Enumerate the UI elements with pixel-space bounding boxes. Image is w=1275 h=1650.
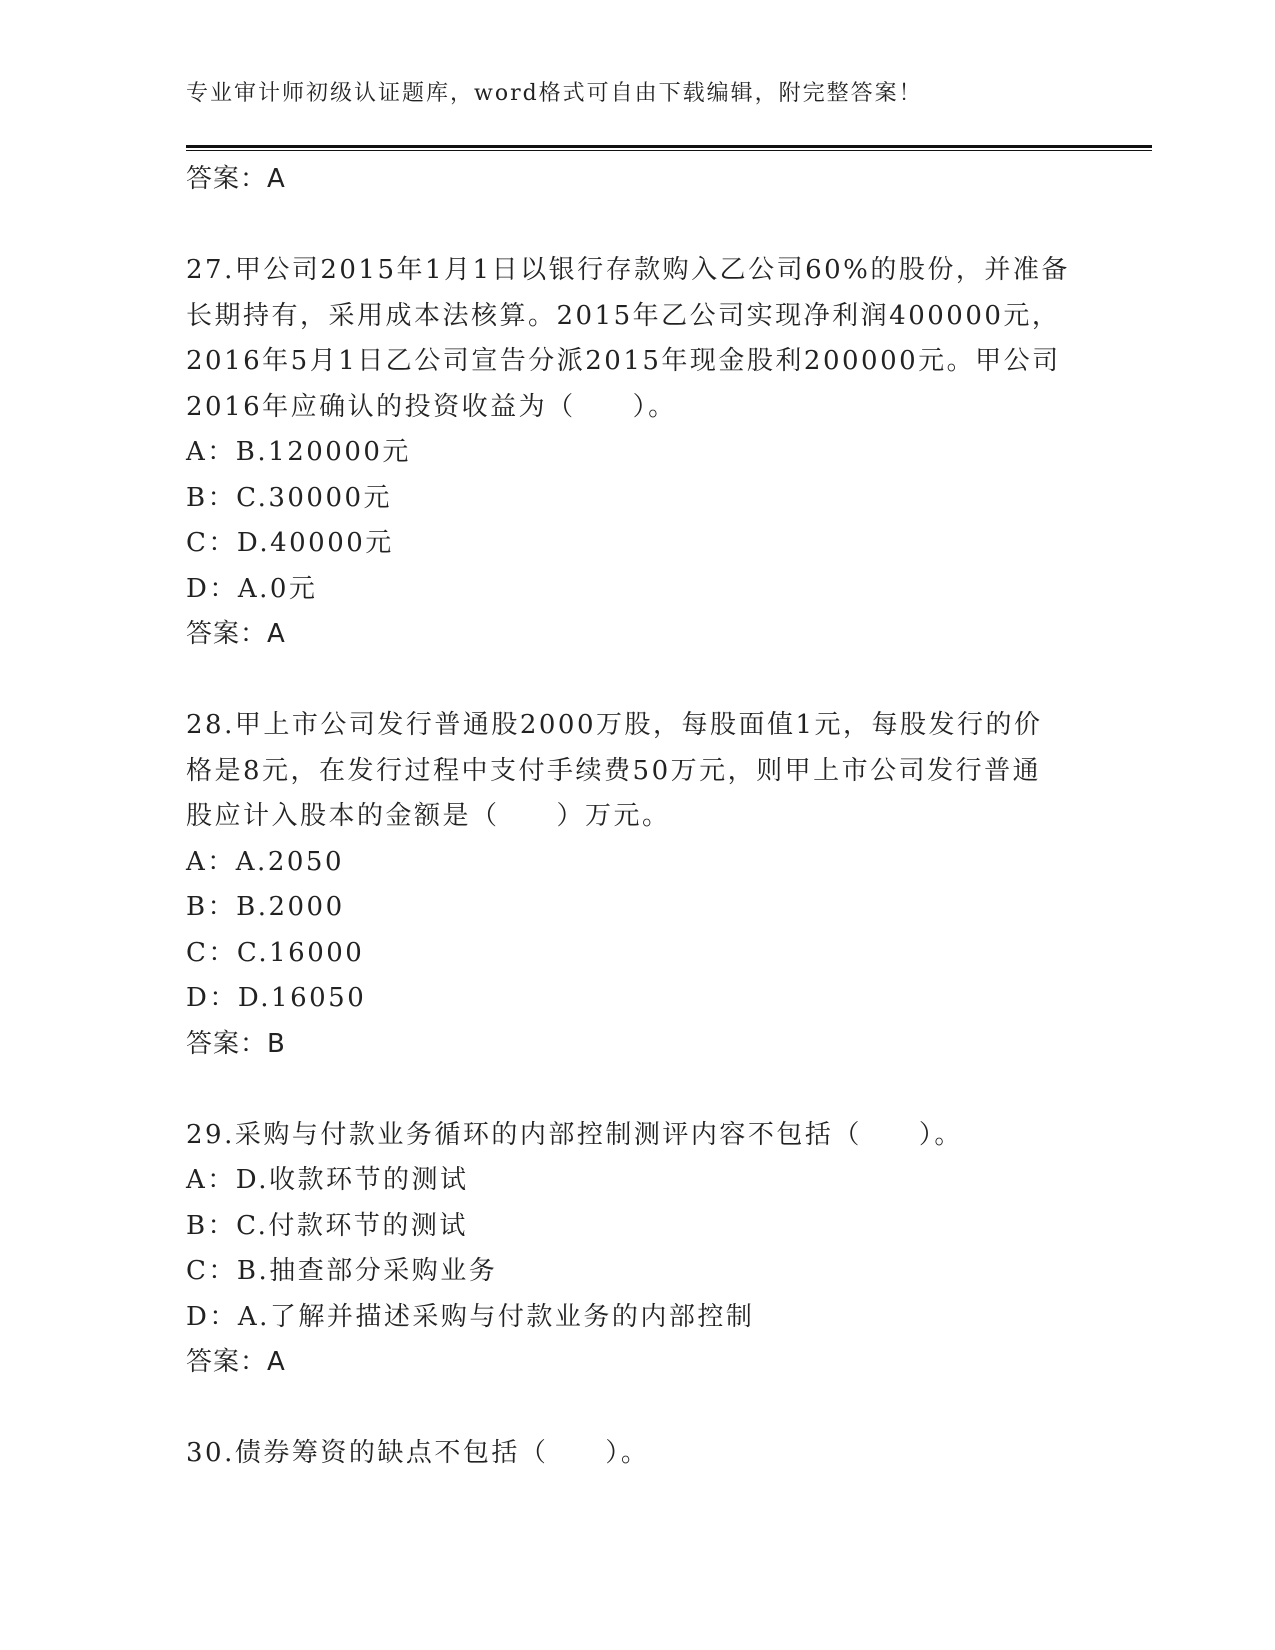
option-a: A：D.收款环节的测试 <box>186 1165 469 1195</box>
question-block <box>186 1431 1086 1477</box>
answer-line: 答案：A <box>186 1347 286 1377</box>
spacer <box>186 658 1086 704</box>
header-rule-thick <box>186 145 1152 148</box>
question-text: 长期持有，采用成本法核算。2015年乙公司实现净利润400000元， <box>186 300 1061 331</box>
option-c: C：B.抽查部分采购业务 <box>186 1256 498 1286</box>
option-d: D：D.16050 <box>186 983 367 1013</box>
option-a: A：A.2050 <box>186 846 344 877</box>
question-block <box>186 248 1086 658</box>
option-b: B：C.30000元 <box>186 482 393 513</box>
option-d: D：A.了解并描述采购与付款业务的内部控制 <box>186 1301 755 1332</box>
question-block <box>186 1113 1086 1386</box>
page-header: 专业审计师初级认证题库，word格式可自由下载编辑，附完整答案！ <box>186 81 923 106</box>
question-text: 格是8元，在发行过程中支付手续费50万元，则甲上市公司发行普通 <box>186 755 1042 786</box>
question-text: 27.甲公司2015年1月1日以银行存款购入乙公司60%的股份，并准备 <box>186 255 1070 285</box>
question-text: 2016年应确认的投资收益为（ ）。 <box>186 391 677 422</box>
option-b: B：C.付款环节的测试 <box>186 1210 468 1241</box>
spacer <box>186 1386 1086 1432</box>
answer-line: 答案：B <box>186 1028 286 1059</box>
spacer <box>186 203 1086 249</box>
question-text: 股应计入股本的金额是（ ）万元。 <box>186 801 671 831</box>
option-c: C：C.16000 <box>186 937 365 968</box>
option-d: D：A.0元 <box>186 573 318 604</box>
spacer <box>186 1067 1086 1113</box>
option-b: B：B.2000 <box>186 892 345 922</box>
document-body <box>186 157 1086 1477</box>
header-rule-thin <box>186 150 1152 151</box>
answer-line: 答案：A <box>186 164 286 194</box>
option-c: C：D.40000元 <box>186 528 394 558</box>
answer-line: 答案：A <box>186 619 286 649</box>
question-block <box>186 703 1086 1067</box>
question-text: 2016年5月1日乙公司宣告分派2015年现金股利200000元。甲公司 <box>186 346 1061 376</box>
option-a: A：B.120000元 <box>186 437 411 467</box>
question-text: 28.甲上市公司发行普通股2000万股，每股面值1元，每股发行的价 <box>186 710 1043 740</box>
question-text: 30.债券筹资的缺点不包括（ ）。 <box>186 1438 650 1468</box>
question-text: 29.采购与付款业务循环的内部控制测评内容不包括（ ）。 <box>186 1119 963 1150</box>
